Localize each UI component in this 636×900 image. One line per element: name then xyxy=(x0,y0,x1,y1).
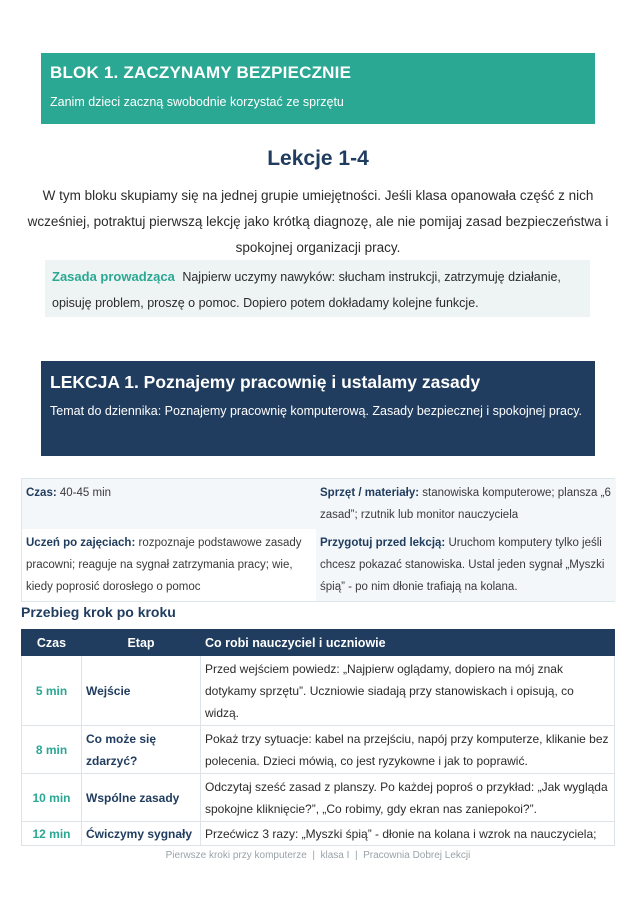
principle-text: Najpierw uczymy nawyków: słucham instrukcji, zatrzymuję działanie, opisuję problem, proszę o pomoc. Dopiero potem dokładamy kolejne funkcje. xyxy=(52,270,561,310)
block-banner xyxy=(41,53,595,124)
info-prep xyxy=(316,529,616,601)
info-equipment-label: Sprzęt / materiały: xyxy=(320,487,420,499)
lesson-info-grid xyxy=(21,478,615,602)
step-description: Przećwicz 3 razy: „Myszki śpią” - dłonie na kolana i wzrok na nauczyciela; xyxy=(201,822,615,846)
table-header-row xyxy=(22,630,615,656)
info-time-value: 40-45 min xyxy=(59,487,112,499)
step-time: 8 min xyxy=(22,726,82,774)
table-row xyxy=(22,726,615,774)
info-prep-label: Przygotuj przed lekcją: xyxy=(320,537,446,549)
step-description: Pokaż trzy sytuacje: kabel na przejściu, napój przy komputerze, klikanie bez polecenia. Dzieci mówią, co jest ryzykowne i jak to poprawić. xyxy=(201,726,615,774)
step-description: Odczytaj sześć zasad z planszy. Po każdej poproś o przykład: „Jak wygląda spokojne kliknięcie?”, „Co robimy, gdy ekran nas zaniepokoi?”. xyxy=(201,774,615,822)
lesson-steps-table xyxy=(21,629,615,846)
block-subtitle: Zanim dzieci zaczną swobodnie korzystać ze sprzętu xyxy=(50,95,344,109)
table-row xyxy=(22,822,615,846)
step-time: 10 min xyxy=(22,774,82,822)
principle-box xyxy=(45,260,590,317)
step-time: 12 min xyxy=(22,822,82,846)
info-time xyxy=(22,479,316,529)
step-stage: Ćwiczymy sygnały xyxy=(82,822,201,846)
page-footer: Pierwsze kroki przy komputerze | klasa I | Pracownia Dobrej Lekcji xyxy=(165,850,471,861)
step-stage: Co może się zdarzyć? xyxy=(82,726,201,774)
table-row xyxy=(22,774,615,822)
principle-lead: Zasada prowadząca xyxy=(52,269,175,284)
column-header-stage: Etap xyxy=(82,630,201,656)
info-equipment-value: stanowiska komputerowe; plansza „6 zasad”; rzutnik lub monitor nauczyciela xyxy=(320,487,611,521)
lesson-banner xyxy=(41,361,595,456)
block-title: BLOK 1. ZACZYNAMY BEZPIECZNIE xyxy=(50,63,352,82)
info-outcome-value: rozpoznaje podstawowe zasady pracowni; reaguje na sygnał zatrzymania pracy; wie, kiedy poprosić dorosłego o pomoc xyxy=(26,537,302,593)
column-header-time: Czas xyxy=(22,630,82,656)
info-outcome xyxy=(22,529,316,601)
step-stage: Wejście xyxy=(82,656,201,726)
step-description: Przed wejściem powiedz: „Najpierw oglądamy, dopiero na mój znak dotykamy sprzętu”. Uczniowie siadają przy stanowiskach i opisują, co widzą. xyxy=(201,656,615,726)
info-outcome-label: Uczeń po zajęciach: xyxy=(26,537,136,549)
lesson-topic: Temat do dziennika: Poznajemy pracownię komputerową. Zasady bezpiecznej i spokojnej pracy. xyxy=(50,404,582,418)
steps-heading: Przebieg krok po kroku xyxy=(21,604,176,620)
step-time: 5 min xyxy=(22,656,82,726)
table-row xyxy=(22,656,615,726)
block-intro-text: W tym bloku skupiamy się na jednej grupie umiejętności. Jeśli klasa opanowała część z nich wcześniej, potraktuj pierwszą lekcję jako krótką diagnozę, ale nie pomijaj zasad bezpieczeństwa i spokojnej organizacji pracy. xyxy=(27,188,609,255)
column-header-description: Co robi nauczyciel i uczniowie xyxy=(201,630,615,656)
info-prep-value: Uruchom komputery tylko jeśli chcesz pokazać stanowiska. Ustal jeden sygnał „Myszki śpią” - po nim dłonie trafiają na kolana. xyxy=(320,537,605,593)
info-equipment xyxy=(316,479,616,529)
lesson-title: LEKCJA 1. Poznajemy pracownię i ustalamy zasady xyxy=(50,372,481,392)
lessons-range-heading: Lekcje 1-4 xyxy=(267,147,369,170)
info-time-label: Czas: xyxy=(26,487,57,499)
step-stage: Wspólne zasady xyxy=(82,774,201,822)
